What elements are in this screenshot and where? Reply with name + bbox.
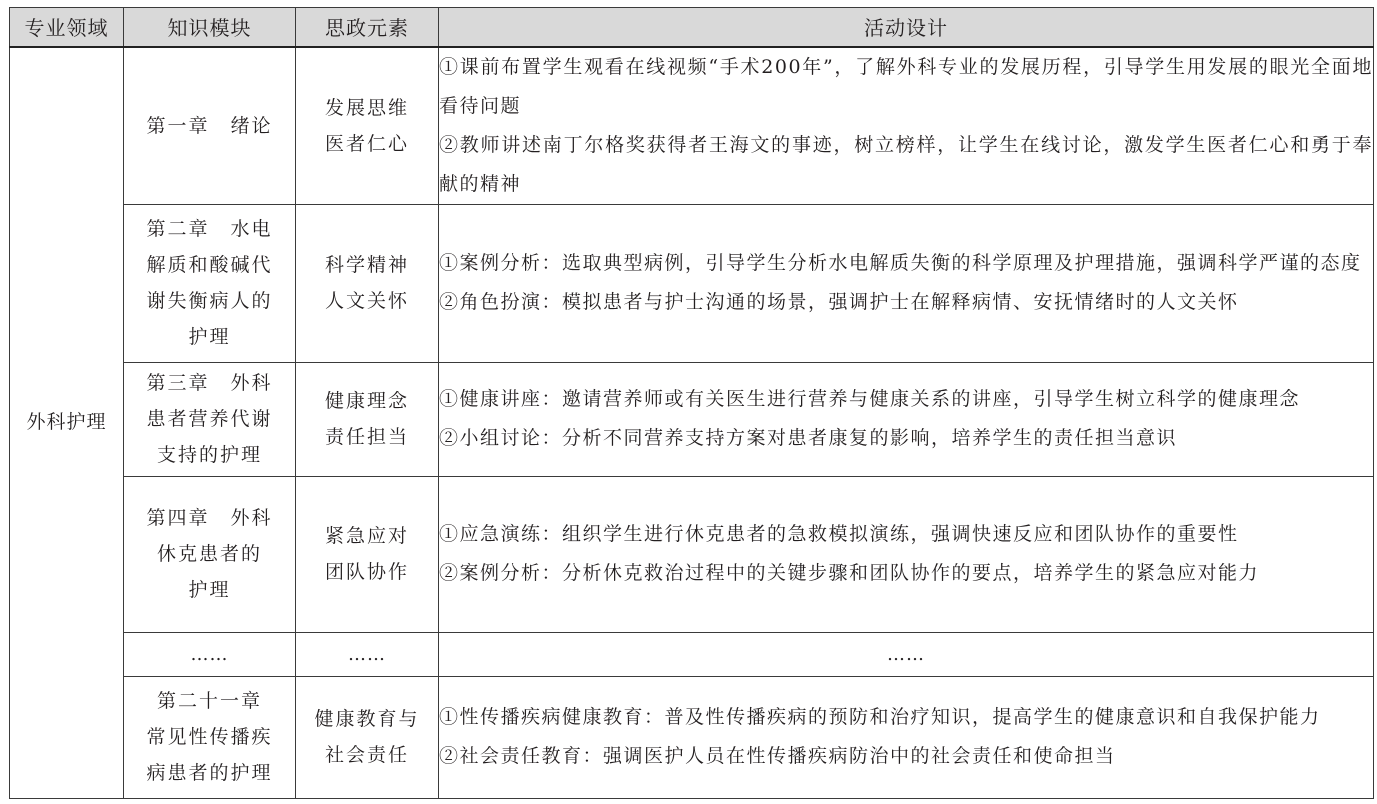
element-line: 紧急应对 bbox=[324, 525, 409, 547]
activity-item: ②社会责任教育：强调医护人员在性传播疾病防治中的社会责任和使命担当 bbox=[439, 745, 1116, 767]
table-row bbox=[10, 632, 1374, 676]
element-line: 人文关怀 bbox=[324, 290, 409, 312]
element-line: 责任担当 bbox=[324, 426, 409, 448]
field-cell: 外科护理 bbox=[10, 47, 124, 799]
element-line: 科学精神 bbox=[324, 254, 409, 276]
table-row bbox=[10, 362, 1374, 476]
module-cell: 第二章 水电 解质和酸碱代 谢失衡病人的 护理 bbox=[124, 204, 296, 362]
header-row bbox=[10, 8, 1374, 47]
activity-item: ①案例分析：选取典型病例，引导学生分析水电解质失衡的科学原理及护理措施，强调科学严谨的态度 bbox=[439, 252, 1362, 274]
header-element: 思政元素 bbox=[296, 8, 439, 47]
activity-item: ①应急演练：组织学生进行休克患者的急救模拟演练，强调快速反应和团队协作的重要性 bbox=[439, 523, 1239, 545]
activity-cell bbox=[439, 204, 1374, 362]
activity-cell bbox=[439, 47, 1374, 205]
header-module: 知识模块 bbox=[124, 8, 296, 47]
module-cell: 第二十一章 常见性传播疾 病患者的护理 bbox=[124, 676, 296, 798]
module-cell: 第一章 绪论 bbox=[124, 47, 296, 205]
activity-item: ②角色扮演：模拟患者与护士沟通的场景，强调护士在解释病情、安抚情绪时的人文关怀 bbox=[439, 291, 1239, 313]
activity-item: ②案例分析：分析休克救治过程中的关键步骤和团队协作的要点，培养学生的紧急应对能力 bbox=[439, 562, 1260, 584]
activity-item: ①课前布置学生观看在线视频“手术200年”，了解外科专业的发展历程，引导学生用发展的眼光全面地看待问题 bbox=[439, 55, 1373, 117]
activity-item: ①性传播疾病健康教育：普及性传播疾病的预防和治疗知识，提高学生的健康意识和自我保护能力 bbox=[439, 706, 1321, 728]
element-cell bbox=[296, 47, 439, 205]
module-cell: 第四章 外科 休克患者的 护理 bbox=[124, 476, 296, 632]
activity-cell bbox=[439, 676, 1374, 798]
curriculum-table bbox=[9, 7, 1374, 799]
activity-cell bbox=[439, 362, 1374, 476]
element-line: 健康理念 bbox=[324, 390, 409, 412]
module-cell: 第三章 外科 患者营养代谢 支持的护理 bbox=[124, 362, 296, 476]
activity-item: ②教师讲述南丁尔格奖获得者王海文的事迹，树立榜样，让学生在线讨论，激发学生医者仁心和勇于奉献的精神 bbox=[439, 133, 1373, 195]
element-cell bbox=[296, 204, 439, 362]
activity-cell bbox=[439, 476, 1374, 632]
element-line: 发展思维 bbox=[324, 96, 409, 119]
activity-item: ②小组讨论：分析不同营养支持方案对患者康复的影响，培养学生的责任担当意识 bbox=[439, 427, 1178, 449]
table-row bbox=[10, 47, 1374, 205]
activity-item: ①健康讲座：邀请营养师或有关医生进行营养与健康关系的讲座，引导学生树立科学的健康理念 bbox=[439, 388, 1301, 410]
table-row bbox=[10, 476, 1374, 632]
activity-ellipsis: …… bbox=[439, 632, 1374, 676]
element-line: 团队协作 bbox=[324, 561, 409, 583]
element-line: 社会责任 bbox=[324, 744, 409, 766]
element-ellipsis: …… bbox=[296, 632, 439, 676]
table-row bbox=[10, 676, 1374, 798]
element-cell bbox=[296, 362, 439, 476]
module-ellipsis: …… bbox=[124, 632, 296, 676]
element-line: 健康教育与 bbox=[314, 708, 420, 730]
header-field: 专业领域 bbox=[10, 8, 124, 47]
element-cell bbox=[296, 676, 439, 798]
table-row bbox=[10, 204, 1374, 362]
header-activity: 活动设计 bbox=[439, 8, 1374, 47]
element-line: 医者仁心 bbox=[324, 132, 409, 155]
element-cell bbox=[296, 476, 439, 632]
